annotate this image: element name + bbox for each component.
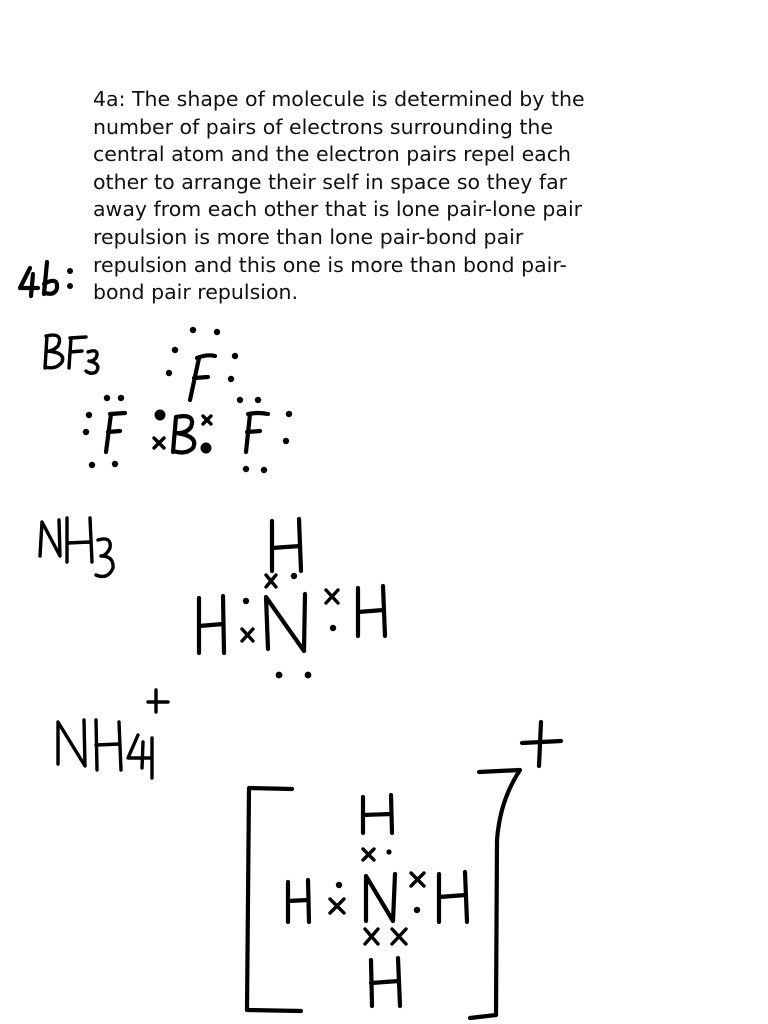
part-4b-label	[20, 262, 73, 296]
label-bf3	[45, 335, 98, 373]
label-nh3	[40, 518, 113, 576]
nh4-lewis-structure	[247, 722, 561, 1018]
answer-4a-text: 4a: The shape of molecule is determined by the number of pairs of electrons surrounding the central atom and the electron pairs repel each other to arrange their self in space so they far away from each other that is lone pair-lone pair repulsion is more than lone pair-bond pair repulsion and this one is more than bond pair- bond pair repulsion.	[93, 87, 585, 305]
label-nh4-plus	[58, 690, 168, 778]
nh3-lewis-structure	[199, 519, 385, 678]
bf3-lewis-structure	[83, 327, 292, 473]
